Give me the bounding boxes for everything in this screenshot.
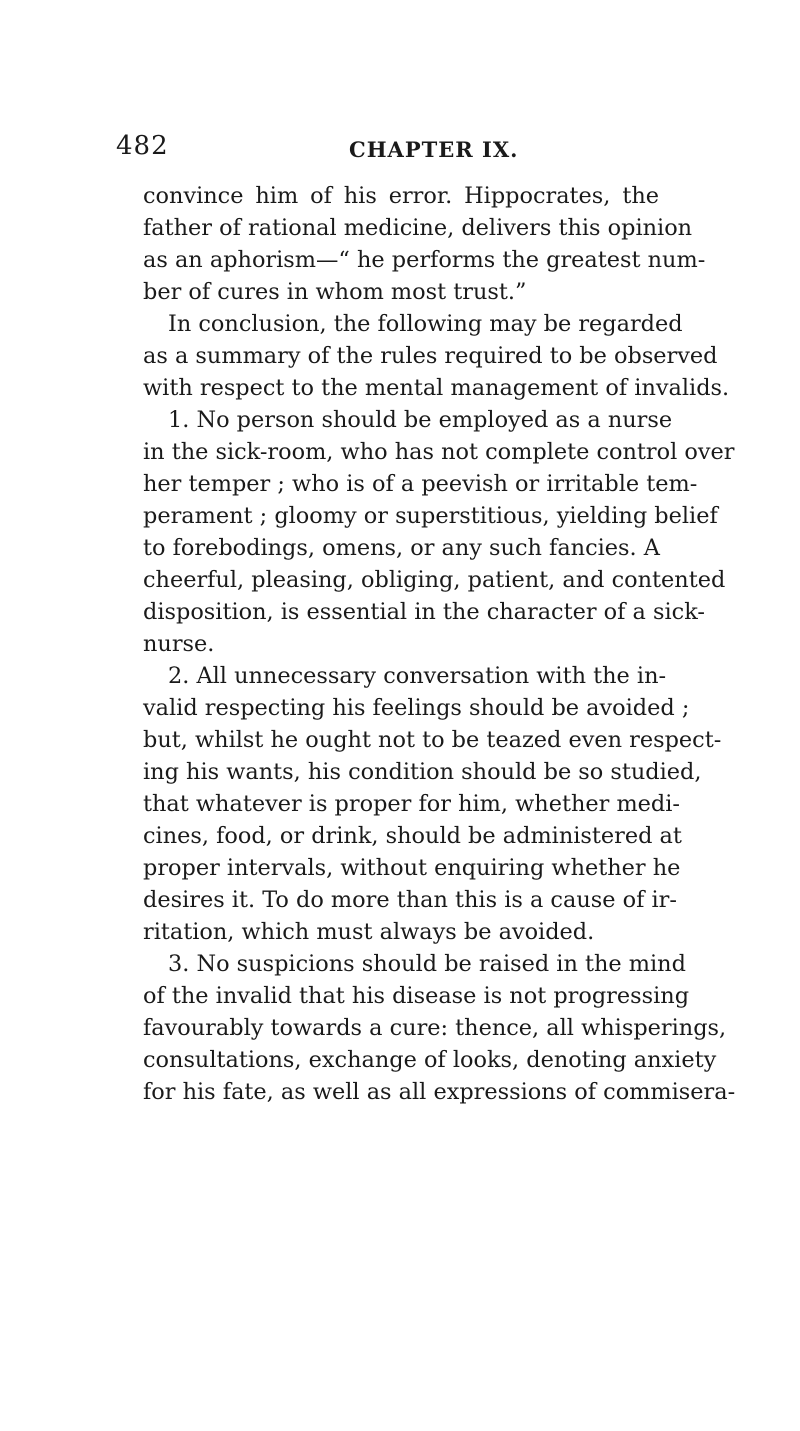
text-line: her temper ; who is of a peevish or irritable tem- [143,471,698,497]
text-line: desires it. To do more than this is a cause of ir- [143,887,677,913]
page-number: 482 [116,131,169,161]
text-line: as a summary of the rules required to be observed [143,343,718,369]
text-line: cines, food, or drink, should be administered at [143,823,682,849]
text-line: that whatever is proper for him, whether medi- [143,791,680,817]
text-line: valid respecting his feelings should be avoided ; [143,695,690,721]
text-line: consultations, exchange of looks, denoting anxiety [143,1047,717,1073]
text-line: perament ; gloomy or superstitious, yielding belief [143,503,718,529]
text-line: father of rational medicine, delivers this opinion [143,215,693,241]
text-line: nurse. [143,631,215,657]
chapter-heading: CHAPTER IX. [349,137,519,162]
text-line: proper intervals, without enquiring whether he [143,855,681,881]
text-line: 3. No suspicions should be raised in the mind [168,951,686,977]
text-line: cheerful, pleasing, obliging, patient, and contented [143,567,726,593]
text-line: but, whilst he ought not to be teazed even respect- [143,727,722,753]
text-line: in the sick-room, who has not complete control over [143,439,735,465]
text-line: as an aphorism—“ he performs the greatest num- [143,247,706,273]
text-line: 1. No person should be employed as a nurse [168,407,673,433]
text-line: disposition, is essential in the character of a sick- [143,599,705,625]
text-line: for his fate, as well as all expressions of commisera- [143,1079,736,1105]
text-line: favourably towards a cure: thence, all whisperings, [143,1015,727,1041]
text-line: ing his wants, his condition should be so studied, [143,759,702,785]
text-line: with respect to the mental management of invalids. [143,375,730,401]
text-line: ritation, which must always be avoided. [143,919,595,945]
text-line: In conclusion, the following may be regarded [168,311,683,337]
text-line: to forebodings, omens, or any such fancies. A [143,535,660,561]
text-line: ber of cures in whom most trust.” [143,279,527,305]
text-line: of the invalid that his disease is not progressing [143,983,690,1009]
text-line: convince him of his error. Hippocrates, the [143,183,659,209]
text-line: 2. All unnecessary conversation with the in- [168,663,667,689]
